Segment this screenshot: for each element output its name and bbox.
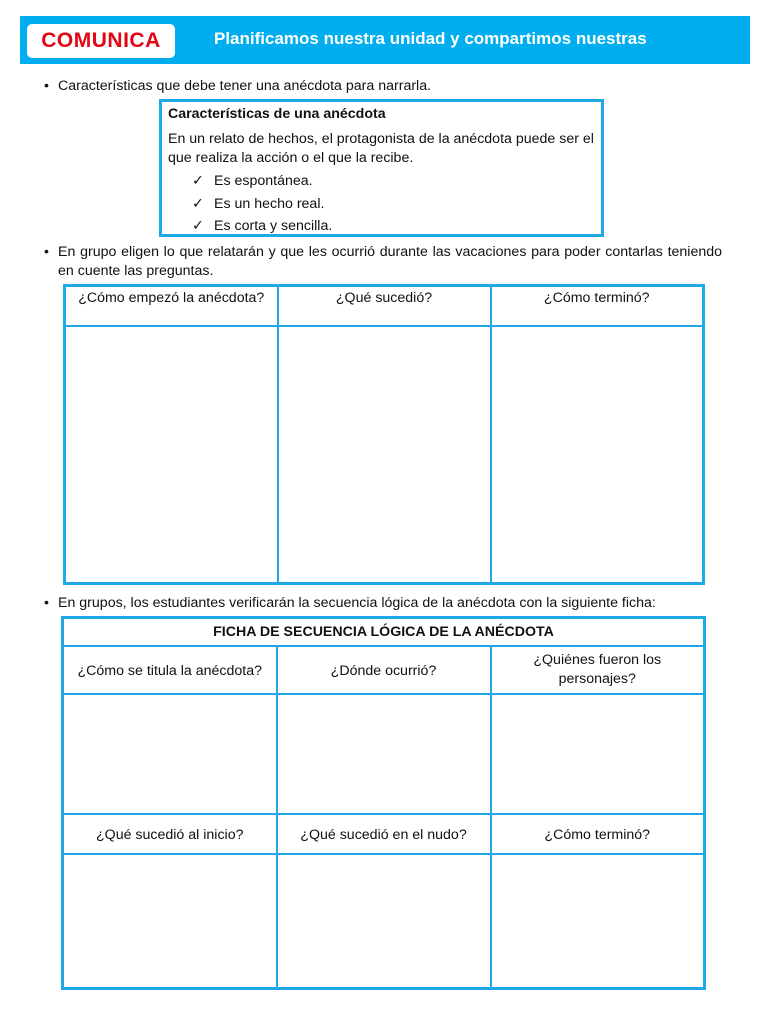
check-icon: ✓ bbox=[192, 173, 204, 189]
answer-cell[interactable] bbox=[491, 854, 705, 989]
page-title: Planificamos nuestra unidad y compartimos nuestras bbox=[214, 29, 647, 48]
check-item bbox=[192, 173, 313, 189]
table-header-cell: ¿Quiénes fueron los personajes? bbox=[491, 646, 705, 694]
bullet-text: En grupos, los estudiantes verificarán la secuencia lógica de la anécdota con la siguiente ficha: bbox=[58, 595, 656, 611]
check-item-label: Es corta y sencilla. bbox=[214, 218, 333, 234]
check-item-label: Es espontánea. bbox=[214, 173, 313, 189]
anecdote-questions-table bbox=[63, 284, 705, 585]
characteristics-box bbox=[159, 99, 604, 237]
check-item bbox=[192, 218, 332, 234]
characteristics-text: En un relato de hechos, el protagonista de la anécdota puede ser el que realiza la acción o el que la recibe. bbox=[168, 131, 594, 166]
answer-cell[interactable] bbox=[278, 326, 491, 584]
answer-cell[interactable] bbox=[277, 694, 491, 814]
bullet-text: En grupo eligen lo que relatarán y que les ocurrió durante las vacaciones para poder contarlas teniendo en cuente las preguntas. bbox=[58, 244, 722, 279]
answer-cell[interactable] bbox=[491, 326, 704, 584]
table-header-cell: ¿Cómo se titula la anécdota? bbox=[63, 646, 277, 694]
answer-cell[interactable] bbox=[63, 854, 277, 989]
table-header-cell: ¿Dónde ocurrió? bbox=[277, 646, 491, 694]
check-icon: ✓ bbox=[192, 218, 204, 234]
answer-cell[interactable] bbox=[63, 694, 277, 814]
sequence-sheet-title: FICHA DE SECUENCIA LÓGICA DE LA ANÉCDOTA bbox=[63, 618, 705, 647]
bullet-dot: • bbox=[44, 78, 49, 94]
bullet-dot: • bbox=[44, 244, 49, 260]
answer-cell[interactable] bbox=[277, 854, 491, 989]
table-header-cell: ¿Cómo empezó la anécdota? bbox=[65, 286, 278, 327]
table-header-cell: ¿Cómo terminó? bbox=[491, 286, 704, 327]
table-header-cell: ¿Qué sucedió en el nudo? bbox=[277, 814, 491, 854]
answer-cell[interactable] bbox=[491, 694, 705, 814]
check-item bbox=[192, 196, 324, 212]
check-item-label: Es un hecho real. bbox=[214, 196, 325, 212]
table-header-cell: ¿Cómo terminó? bbox=[491, 814, 705, 854]
subject-badge: COMUNICA bbox=[27, 24, 175, 58]
table-header-cell: ¿Qué sucedió al inicio? bbox=[63, 814, 277, 854]
answer-cell[interactable] bbox=[65, 326, 278, 584]
sequence-sheet-table bbox=[61, 616, 706, 990]
check-icon: ✓ bbox=[192, 196, 204, 212]
table-header-cell: ¿Qué sucedió? bbox=[278, 286, 491, 327]
header-bar bbox=[20, 16, 750, 64]
bullet-dot: • bbox=[44, 595, 49, 611]
bullet-text: Características que debe tener una anécdota para narrarla. bbox=[58, 78, 432, 94]
characteristics-title: Características de una anécdota bbox=[168, 106, 386, 122]
